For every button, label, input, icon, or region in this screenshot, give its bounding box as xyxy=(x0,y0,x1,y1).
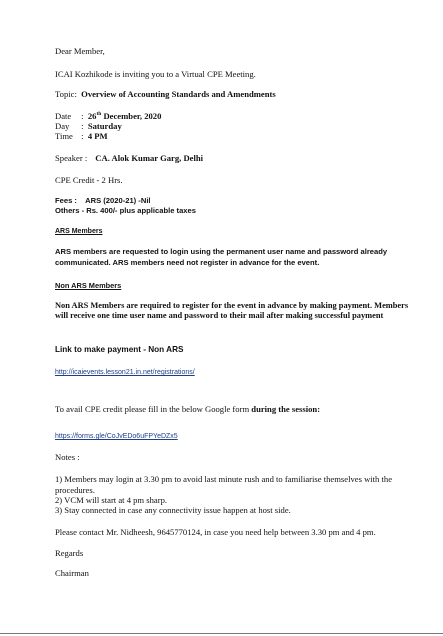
cpe-form-line xyxy=(55,404,320,415)
cpe-form-text: To avail CPE credit please fill in the below Google form xyxy=(55,404,250,414)
date-sep: : xyxy=(81,111,84,121)
speaker-label: Speaker : xyxy=(55,153,88,163)
non-ars-heading: Non ARS Members xyxy=(55,281,122,290)
cpe-credit: CPE Credit - 2 Hrs. xyxy=(55,175,123,185)
date-day: 26 xyxy=(87,111,97,121)
time-label: Time xyxy=(55,131,73,141)
date-label: Date xyxy=(55,111,72,121)
time-value: 4 PM xyxy=(87,131,108,141)
fees-others: Others - Rs. 400/- plus applicable taxes xyxy=(55,206,196,215)
fees-ars: ARS (2020-21) -Nil xyxy=(85,196,151,205)
topic-value: Overview of Accounting Standards and Amendments xyxy=(81,89,276,99)
day-label: Day xyxy=(55,121,70,131)
page-bottom-divider xyxy=(0,633,443,634)
invite-text: ICAI Kozhikode is inviting you to a Virtual CPE Meeting. xyxy=(55,69,256,79)
payment-label: Link to make payment - Non ARS xyxy=(55,345,184,354)
cpe-form-bold: during the session: xyxy=(251,404,321,414)
fees-label: Fees : xyxy=(55,196,77,205)
ars-text: ARS members are requested to login using the permanent user name and password already communicated. ARS members need not register in advance for the event. xyxy=(55,247,388,267)
topic-line xyxy=(55,89,276,100)
note-item: 1) Members may login at 3.30 pm to avoid last minute rush and to familiarise themselves with the procedures. xyxy=(55,474,393,495)
fees-line xyxy=(55,196,151,207)
date-suffix: th xyxy=(96,111,102,118)
non-ars-text: Non ARS Members are required to register for the event in advance by making payment. Members will receive one time user name and password to their mail after making successful payment xyxy=(55,301,409,320)
day-line xyxy=(55,121,122,132)
ars-heading: ARS Members xyxy=(55,228,103,235)
date-line xyxy=(55,111,161,122)
signature: Chairman xyxy=(55,568,89,578)
day-sep: : xyxy=(81,121,84,131)
time-line xyxy=(55,131,108,142)
speaker-value: CA. Alok Kumar Garg, Delhi xyxy=(95,153,204,163)
regards: Regards xyxy=(55,548,84,558)
contact-text: Please contact Mr. Nidheesh, 9645770124, in case you need help between 3.30 pm and 4 pm. xyxy=(55,527,376,537)
note-item: 2) VCM will start at 4 pm sharp. xyxy=(55,495,168,505)
topic-label: Topic: xyxy=(55,89,77,99)
date-rest: December, 2020 xyxy=(101,111,162,121)
speaker-line xyxy=(55,153,203,164)
note-item: 3) Stay connected in case any connectivity issue happen at host side. xyxy=(55,505,291,515)
time-sep: : xyxy=(81,131,84,141)
payment-link[interactable]: http://icaievents.lesson21.in.net/registrations/ xyxy=(55,369,195,376)
greeting: Dear Member, xyxy=(55,46,105,56)
day-value: Saturday xyxy=(87,121,122,131)
notes-label: Notes : xyxy=(55,452,80,462)
google-form-link[interactable]: https://forms.gle/CoJvEDo6uFPYeDZx5 xyxy=(55,433,178,440)
